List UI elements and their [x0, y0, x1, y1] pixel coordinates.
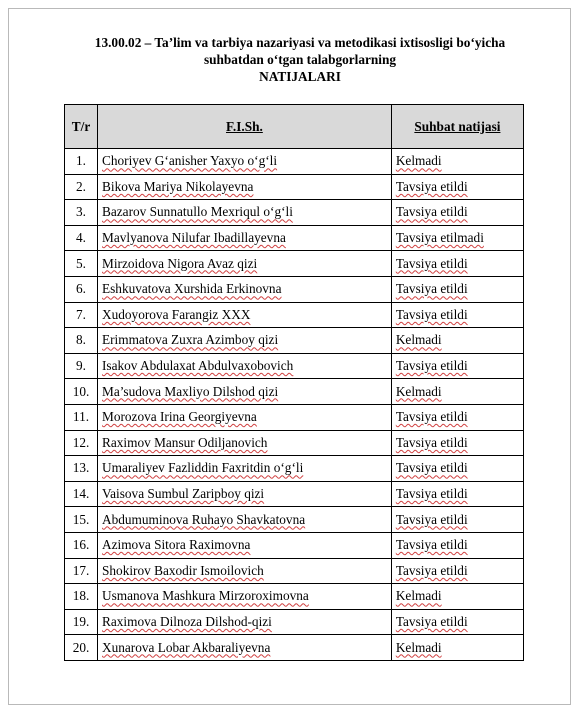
applicant-name: Mirzoidova Nigora Avaz qizi	[98, 251, 392, 277]
row-number: 2.	[65, 174, 98, 200]
column-header-number: T/r	[65, 105, 98, 149]
table-row	[65, 302, 524, 328]
interview-result: Tavsiya etildi	[391, 558, 523, 584]
row-number: 8.	[65, 328, 98, 354]
interview-result: Tavsiya etildi	[391, 481, 523, 507]
row-number: 20.	[65, 635, 98, 661]
table-row	[65, 481, 524, 507]
interview-result: Tavsiya etildi	[391, 353, 523, 379]
interview-result: Tavsiya etildi	[391, 456, 523, 482]
table-row	[65, 353, 524, 379]
applicant-name: Vaisova Sumbul Zaripboy qizi	[98, 481, 392, 507]
interview-result: Tavsiya etildi	[391, 507, 523, 533]
row-number: 10.	[65, 379, 98, 405]
applicant-name: Azimova Sitora Raximovna	[98, 532, 392, 558]
interview-result: Tavsiya etildi	[391, 251, 523, 277]
table-row	[65, 532, 524, 558]
applicant-name: Erimmatova Zuxra Azimboy qizi	[98, 328, 392, 354]
row-number: 17.	[65, 558, 98, 584]
applicant-name: Bazarov Sunnatullo Mexriqul o‘g‘li	[98, 200, 392, 226]
row-number: 12.	[65, 430, 98, 456]
row-number: 11.	[65, 404, 98, 430]
interview-result: Tavsiya etildi	[391, 302, 523, 328]
interview-result: Tavsiya etildi	[391, 174, 523, 200]
interview-result: Tavsiya etildi	[391, 276, 523, 302]
interview-result: Kelmadi	[391, 149, 523, 175]
interview-result: Tavsiya etilmadi	[391, 225, 523, 251]
table-row	[65, 635, 524, 661]
table-row	[65, 456, 524, 482]
column-header-name: F.I.Sh.	[98, 105, 392, 149]
row-number: 4.	[65, 225, 98, 251]
interview-result: Tavsiya etildi	[391, 430, 523, 456]
table-header-row	[65, 105, 524, 149]
applicant-name: Eshkuvatova Xurshida Erkinovna	[98, 276, 392, 302]
document-title	[40, 34, 560, 85]
interview-result: Kelmadi	[391, 379, 523, 405]
table-row	[65, 379, 524, 405]
table-row	[65, 584, 524, 610]
applicant-name: Raximova Dilnoza Dilshod-qizi	[98, 609, 392, 635]
applicant-name: Umaraliyev Fazliddin Faxritdin o‘g‘li	[98, 456, 392, 482]
table-row	[65, 149, 524, 175]
table-row	[65, 225, 524, 251]
applicant-name: Morozova Irina Georgiyevna	[98, 404, 392, 430]
table-row	[65, 276, 524, 302]
table-body	[65, 149, 524, 661]
applicant-name: Mavlyanova Nilufar Ibadillayevna	[98, 225, 392, 251]
row-number: 18.	[65, 584, 98, 610]
row-number: 7.	[65, 302, 98, 328]
interview-result: Tavsiya etildi	[391, 404, 523, 430]
applicant-name: Ma’sudova Maxliyo Dilshod qizi	[98, 379, 392, 405]
interview-result: Kelmadi	[391, 635, 523, 661]
applicant-name: Usmanova Mashkura Mirzoroximovna	[98, 584, 392, 610]
table-row	[65, 328, 524, 354]
table-row	[65, 200, 524, 226]
applicant-name: Isakov Abdulaxat Abdulvaxobovich	[98, 353, 392, 379]
row-number: 9.	[65, 353, 98, 379]
row-number: 16.	[65, 532, 98, 558]
title-line-2: suhbatdan o‘tgan talabgorlarning	[203, 52, 397, 67]
interview-result: Tavsiya etildi	[391, 609, 523, 635]
applicant-name: Xudoyorova Farangiz XXX	[98, 302, 392, 328]
row-number: 1.	[65, 149, 98, 175]
row-number: 6.	[65, 276, 98, 302]
applicant-name: Shokirov Baxodir Ismoilovich	[98, 558, 392, 584]
interview-result: Kelmadi	[391, 328, 523, 354]
results-table	[64, 104, 524, 661]
interview-result: Tavsiya etildi	[391, 200, 523, 226]
row-number: 15.	[65, 507, 98, 533]
interview-result: Tavsiya etildi	[391, 532, 523, 558]
table-row	[65, 251, 524, 277]
row-number: 13.	[65, 456, 98, 482]
table-row	[65, 558, 524, 584]
table-row	[65, 430, 524, 456]
interview-result: Kelmadi	[391, 584, 523, 610]
applicant-name: Choriyev G‘anisher Yaxyo o‘g‘li	[98, 149, 392, 175]
column-header-result: Suhbat natijasi	[391, 105, 523, 149]
table-row	[65, 609, 524, 635]
applicant-name: Abdumuminova Ruhayo Shavkatovna	[98, 507, 392, 533]
row-number: 19.	[65, 609, 98, 635]
applicant-name: Bikova Mariya Nikolayevna	[98, 174, 392, 200]
applicant-name: Raximov Mansur Odiljanovich	[98, 430, 392, 456]
row-number: 3.	[65, 200, 98, 226]
table-row	[65, 507, 524, 533]
title-line-3: NATIJALARI	[259, 69, 341, 84]
table-row	[65, 174, 524, 200]
applicant-name: Xunarova Lobar Akbaraliyevna	[98, 635, 392, 661]
row-number: 14.	[65, 481, 98, 507]
row-number: 5.	[65, 251, 98, 277]
title-line-1: 13.00.02 – Ta’lim va tarbiya nazariyasi va metodikasi ixtisosligi bo‘yicha	[94, 35, 506, 50]
table-row	[65, 404, 524, 430]
